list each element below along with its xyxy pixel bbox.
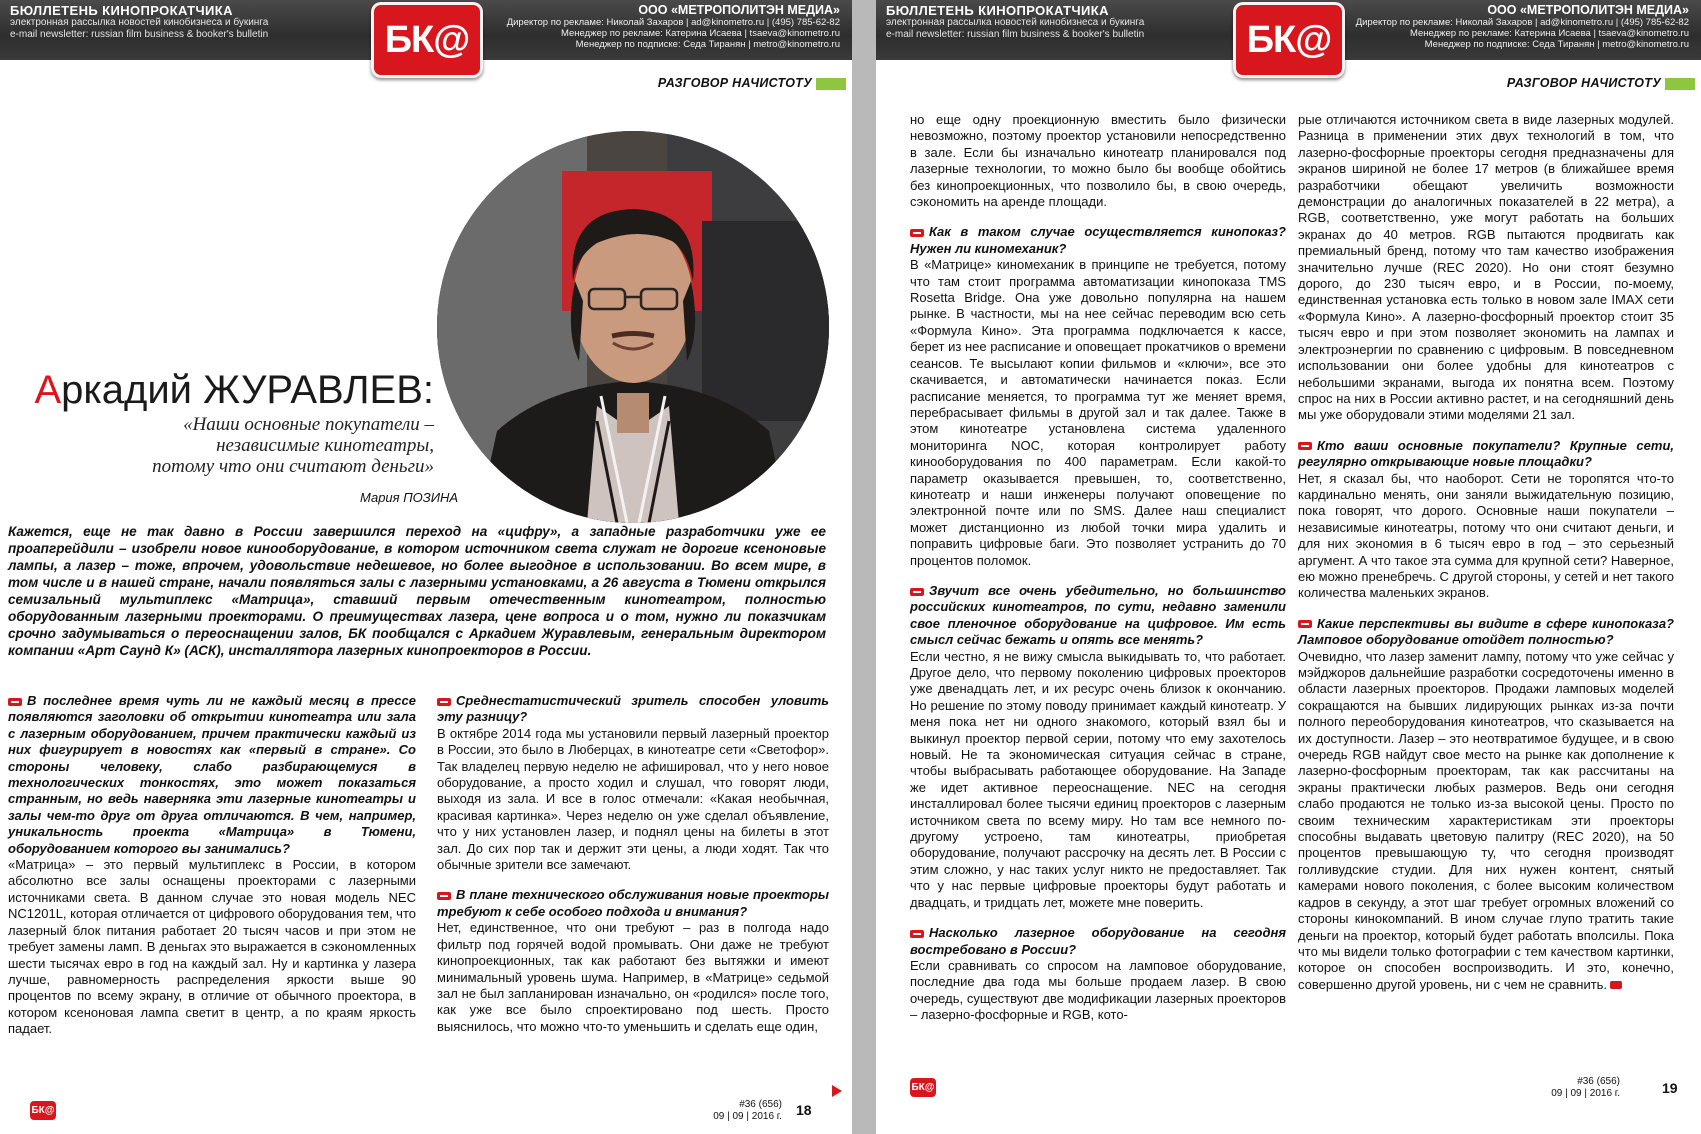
contact-subs: Менеджер по подписке: Седа Тиранян | metro@kinometro.ru <box>1424 39 1689 50</box>
rubric <box>658 76 846 90</box>
question-5 <box>910 583 1286 649</box>
footer-logo: БК@ <box>910 1078 936 1097</box>
author-byline: Мария ПОЗИНА <box>360 490 459 505</box>
question-marker-icon <box>910 588 924 596</box>
footer-issue <box>690 1099 782 1123</box>
question-text: В плане технического обслуживания новые проекторы требуют к себе особого подхода и внимания? <box>437 887 829 919</box>
contact-subs: Менеджер по подписке: Седа Тиранян | metro@kinometro.ru <box>575 39 840 50</box>
masthead-subtitle-en: e-mail newsletter: russian film business & booker's bulletin <box>10 29 269 40</box>
question-text: Какие перспективы вы видите в сфере кинопоказа? Ламповое оборудование отойдет полностью? <box>1298 615 1674 648</box>
left-column-1 <box>8 693 416 1038</box>
question-text: Как в таком случае осуществляется кинопоказ? Нужен ли киномеханик? <box>910 224 1286 256</box>
question-text: Среднестатистический зритель способен уловить эту разницу? <box>437 693 829 725</box>
spacer <box>437 873 829 887</box>
question-3 <box>437 887 829 920</box>
page-number: 18 <box>796 1102 812 1118</box>
end-marker-icon <box>1610 981 1622 989</box>
bk-logo: БК@ <box>1233 2 1345 78</box>
masthead-left <box>10 5 268 41</box>
right-column-2 <box>1298 112 1674 993</box>
question-7 <box>1298 438 1674 471</box>
question-marker-icon <box>910 930 924 938</box>
rubric-label: РАЗГОВОР НАЧИСТОТУ <box>1506 76 1661 90</box>
spacer <box>1298 602 1674 616</box>
left-column-2 <box>437 693 829 1035</box>
masthead-subtitle-ru: электронная рассылка новостей кинобизнеса и букинга <box>886 17 1145 28</box>
bk-logo: БК@ <box>371 2 483 78</box>
portrait-illustration <box>437 131 829 523</box>
spacer <box>910 911 1286 925</box>
question-text: В последнее время чуть ли не каждый месяц в прессе появляются заголовки об открытии кинотеатра или зала с лазерным оборудованием, причем практически каждый из них фигурирует в новостях как «первый в стране». Со стороны человеку, слабо разбирающемуся в технологических тонкостях, это может показаться странным, но ведь наверняка эти лазерные кинотеатры и залы чем-то друг от друга отличаются. В чем, например, уникальность проекта «Матрица» в Тюмени, оборудованием которого вы занимались? <box>8 693 416 856</box>
rubric-marker <box>1665 78 1695 90</box>
question-8 <box>1298 616 1674 649</box>
headline-quote <box>34 414 434 477</box>
issue-number: #36 (656) <box>1577 1076 1620 1087</box>
masthead-company: ООО «МЕТРОПОЛИТЭН МЕДИА» <box>1487 3 1689 17</box>
name-rest: ркадий ЖУРАВЛЕВ: <box>61 368 434 412</box>
question-text: Звучит все очень убедительно, но большинство российских кинотеатров, по сути, недавно заменили свое пленочное оборудование на цифровое. Им есть смысл сейчас бежать и опять все менять? <box>910 582 1286 648</box>
contact-manager: Менеджер по рекламе: Катерина Исаева | tsaeva@kinometro.ru <box>561 28 840 39</box>
issue-number: #36 (656) <box>739 1099 782 1110</box>
question-marker-icon <box>437 698 451 706</box>
interviewee-name <box>34 368 434 412</box>
issue-date: 09 | 09 | 2016 г. <box>1551 1088 1620 1099</box>
masthead-contacts <box>507 4 840 50</box>
question-6 <box>910 925 1286 958</box>
name-initial: А <box>34 368 62 412</box>
question-4 <box>910 224 1286 257</box>
headline-quote-line-1: «Наши основные покупатели – <box>183 414 434 435</box>
right-column-1 <box>910 112 1286 1024</box>
answer-1: «Матрица» – это первый мультиплекс в России, в котором абсолютно все залы оснащены проекторами с лазерными источниками света. В данном случае это новая модель NEC NC1201L, которая отличается от цифрового оборудования тем, что лазерный блок питания работает 20 тысяч часов и при этом не требует замены ламп. В деньгах это выражается в сэкономленных шести тысячах евро в год на каждый зал. Ну и картинка у лазера лучше, равномерность распределения яркости выше 90 процентов по всему экрану, в отличие от обычного проектора, в котором ксеноновая лампа светит в центр, а по краям яркость падает. <box>8 857 416 1037</box>
answer-3-continued: но еще одну проекционную вместить было физически невозможно, поэтому проектор установили непосредственно в зале. Если бы изначально кинотеатр планировался под лазерные технологии, то можно было бы вообще обойтись без кинопроекционных, что позволило бы, в свою очередь, сэкономить на аренде площади. <box>910 112 1286 210</box>
question-text: Кто ваши основные покупатели? Крупные сети, регулярно открывающие новые площадки? <box>1298 437 1674 470</box>
answer-4: В «Матрице» киномеханик в принципе не требуется, потому что там стоит программа автоматизации кинопоказа TMS Rosetta Bridge. Она уже довольно популярна на нашем рынке. В частности, мы на нее сейчас переводим всю сеть «Формула Кино». Эта программа подключается к кассе, берет из нее расписание и оповещает прокатчиков о времени сеансов. Те высылают копии фильмов и «ключи», все это скачивается, и автоматически начинается показ. Если расписание меняется, то программа тут же меняет время, перебрасывает фильмы в другой зал и так далее. Также в этом кинотеатре установлена система удаленного мониторинга NOC, которая контролирует работу кинооборудования по 400 параметрам. Если какой-то параметр оказывается превышен, то, соответственно, кинотеатр и наши инженеры получают оповещение по электронной почте или по SMS. Далее наш специалист может дистанционно из любой точки мира удалить и поправить цифровые баги. Это позволяет устранить до 70 процентов поломок. <box>910 257 1286 568</box>
question-marker-icon <box>1298 442 1312 450</box>
answer-2: В октябре 2014 года мы установили первый лазерный проектор в России, это было в Люберцах, в кинотеатре сети «Светофор». Так владелец первую неделю не афишировал, что у него новое оборудование, а просто ходил и слушал, что говорят люди, выходя из зала. И все в голос отмечали: «Какая необычная, красивая картинка». Через неделю он уже сделал объявление, что у них установлен лазер, и поднял цены на билеты в этот зал. До сих пор так и держит эти цены, а люди ходят. Так что обычные зрители все замечают. <box>437 725 829 873</box>
spacer <box>910 210 1286 224</box>
rubric-label: РАЗГОВОР НАЧИСТОТУ <box>657 76 812 90</box>
question-marker-icon <box>437 892 451 900</box>
masthead-left <box>886 5 1144 41</box>
question-2 <box>437 693 829 726</box>
masthead-title: БЮЛЛЕТЕНЬ КИНОПРОКАТЧИКА <box>886 3 1109 18</box>
portrait-photo <box>437 131 829 523</box>
question-text: Насколько лазерное оборудование на сегодня востребовано в России? <box>910 925 1286 957</box>
page-number: 19 <box>1662 1080 1678 1096</box>
footer-logo: БК@ <box>30 1101 56 1120</box>
rubric-marker <box>816 78 846 90</box>
masthead-contacts <box>1356 4 1689 50</box>
issue-date: 09 | 09 | 2016 г. <box>713 1111 782 1122</box>
question-marker-icon <box>1298 620 1312 628</box>
answer-5: Если честно, я не вижу смысла выкидывать то, что работает. Другое дело, что первому поколению цифровых проекторов уже двенадцать лет, и их ресурс очень близок к окончанию. Но решение по этому поводу принимает каждый кинотеатр. У меня пока нет ни одного знакомого, который взял бы и выкинул проектор первой серии, потому что ему захотелось новый. Не та экономическая ситуация сейчас в стране, чтобы выбрасывать работающее оборудование. На Западе же идет активное переоснащение. NEC на сегодня инсталлировал более тысячи единиц проекторов с лазерным источником света по всему миру. Но там все немного по-другому устроено, там кинотеатры, приобретая оборудование, получают рассрочку на десять лет. В России с этим сложно, у нас таких услуг никто не предоставляет. Так что у нас первые цифровые проекторы будут работать и двадцать, и тридцать лет, можете мне поверить. <box>910 648 1286 910</box>
headline-quote-line-2: независимые кинотеатры, <box>216 435 434 456</box>
answer-3: Нет, единственное, что они требуют – раз в полгода надо фильтр под горячей водой промывать. Они даже не требуют кинопроекционных, так как работают без вытяжки и имеют минимальный уровень шума. Например, в «Матрице» седьмой зал не был запланирован изначально, он «родился» после того, как уже все было спроектировано под шесть. Просто выяснилось, что можно что-то уменьшить и сделать еще один, <box>437 920 829 1034</box>
contact-manager: Менеджер по рекламе: Катерина Исаева | tsaeva@kinometro.ru <box>1410 28 1689 39</box>
headline <box>34 368 434 477</box>
question-1 <box>8 693 416 857</box>
masthead-company: ООО «МЕТРОПОЛИТЭН МЕДИА» <box>638 3 840 17</box>
spacer <box>910 569 1286 583</box>
answer-7: Нет, я сказал бы, что наоборот. Сети не торопятся что-то кардинально менять, они заняли выжидательную позицию, пока говорят, что дорого. Основные наши покупатели – независимые кинотеатры, потому что они считают деньги, и для них экономия в 6 тысяч евро в год – это серьезный аргумент. А что такое эта сумма для крупной сети? Наверное, ею можно пренебречь. С другой стороны, у сетей и нет такого количества маленьких экранов. <box>1298 470 1674 601</box>
footer-issue <box>1528 1076 1620 1100</box>
page-19 <box>876 0 1701 1134</box>
answer-6-continued: рые отличаются источником света в виде лазерных модулей. Разница в применении этих двух технологий в том, что лазерно-фосфорные проекторы сегодня предназначены для экранов шириной не более 17 метров (в ближайшее время разработчики обещают увеличить возможности демонстрации до аналогичных показателей в 22 метра), а RGB, соответственно, уже могут работать на больших экранах до 40 метров. RGB пытаются продвигать как премиальный бренд, потому что там качество изображения значительно лучше (REC 2020). Но они стоят безумно дорого, до 230 тысяч евро, и в России, по-моему, единственная установка есть только в новом зале IMAX сети «Формула Кино». А лазерно-фосфорный проектор стоит 35 тысяч евро и при этом позволяет экономить на лампах и электроэнергии по сравнению с цифровым. В повседневном использовании они более удобны для кинотеатров с небольшими экранами, выгода их понятна всем. Поэтому спрос на них в России активно растет, и на сегодняшний день мы уже оборудовали этими моделями 21 зал. <box>1298 112 1674 423</box>
answer-8 <box>1298 649 1674 994</box>
contact-ads: Директор по рекламе: Николай Захаров | ad@kinometro.ru | (495) 785-62-82 <box>1355 17 1689 28</box>
rubric <box>1507 76 1695 90</box>
contact-ads: Директор по рекламе: Николай Захаров | ad@kinometro.ru | (495) 785-62-82 <box>506 17 840 28</box>
continue-arrow-icon <box>832 1085 842 1097</box>
headline-quote-line-3: потому что они считают деньги» <box>152 456 434 477</box>
masthead-subtitle-ru: электронная рассылка новостей кинобизнеса и букинга <box>10 17 269 28</box>
question-marker-icon <box>8 698 22 706</box>
question-marker-icon <box>910 229 924 237</box>
answer-text: Очевидно, что лазер заменит лампу, потому что уже сейчас у мэйджоров дальнейшие разработки сосредоточены именно в области лазерных проекторов. Продажи ламповых моделей сокращаются на бывших лидирующих рынках из-за почти полного переоборудования кинотеатров, что сказывается на их доступности. Лазер – это неотвратимое будущее, и в свою очередь RGB найдут свое место на рынке как дополнение к лазерно-фосфорным проекторам, так как рассчитаны на экраны практически любых размеров. Ведь они сегодня слабо продаются не только из-за высокой цены. Просто по своим техническим характеристикам эти проекторы способны выдавать цветовую палитру (REC 2020), на 50 процентов превышающую ту, что сегодня производят голливудские студии. Для них нужен контент, снятый камерами нового поколения, с более высоким количеством кадров в секунду, а этот шаг требует огромных вложений со стороны кинокомпаний. В ином случае глупо тратить такие деньги на проектор, который будет работать вполсилы. Пока что мы видели только фотографии с тем качеством картинки, которое он способен воспроизводить. И это, конечно, совершенно другой уровень, ни с чем не сравнить. <box>1298 648 1674 992</box>
lead-paragraph: Кажется, еще не так давно в России завершился переход на «цифру», а западные разработчики уже ее проапгрейдили – изобрели новое кинооборудование, в котором источником света служат не дорогие ксеноновые лампы, а лазер – тоже, впрочем, удовольствие недешевое, но более выгодное в использовании. Во всем мире, в том числе и в нашей стране, начали появляться залы с лазерными установками, а 26 августа в Тюмени открылся семизальный мультиплекс «Матрица», ставший первым отечественным кинотеатром, полностью оборудованным лазерными проекторами. О преимуществах лазера, цене вопроса и о том, нужно ли показчикам срочно задумываться о переоснащении залов, БК пообщался с Аркадием Журавлевым, генеральным директором компании «Арт Саунд К» (АСК), инсталлятора лазерных кинопроекторов в России. <box>8 524 826 658</box>
masthead-title: БЮЛЛЕТЕНЬ КИНОПРОКАТЧИКА <box>10 3 233 18</box>
spacer <box>1298 424 1674 438</box>
answer-6: Если сравнивать со спросом на ламповое оборудование, последние два года мы больше продаем лазер. В свою очередь, существуют две модификации лазерных проекторов – лазерно-фосфорные и RGB, кото- <box>910 957 1286 1023</box>
masthead-subtitle-en: e-mail newsletter: russian film business & booker's bulletin <box>886 29 1145 40</box>
